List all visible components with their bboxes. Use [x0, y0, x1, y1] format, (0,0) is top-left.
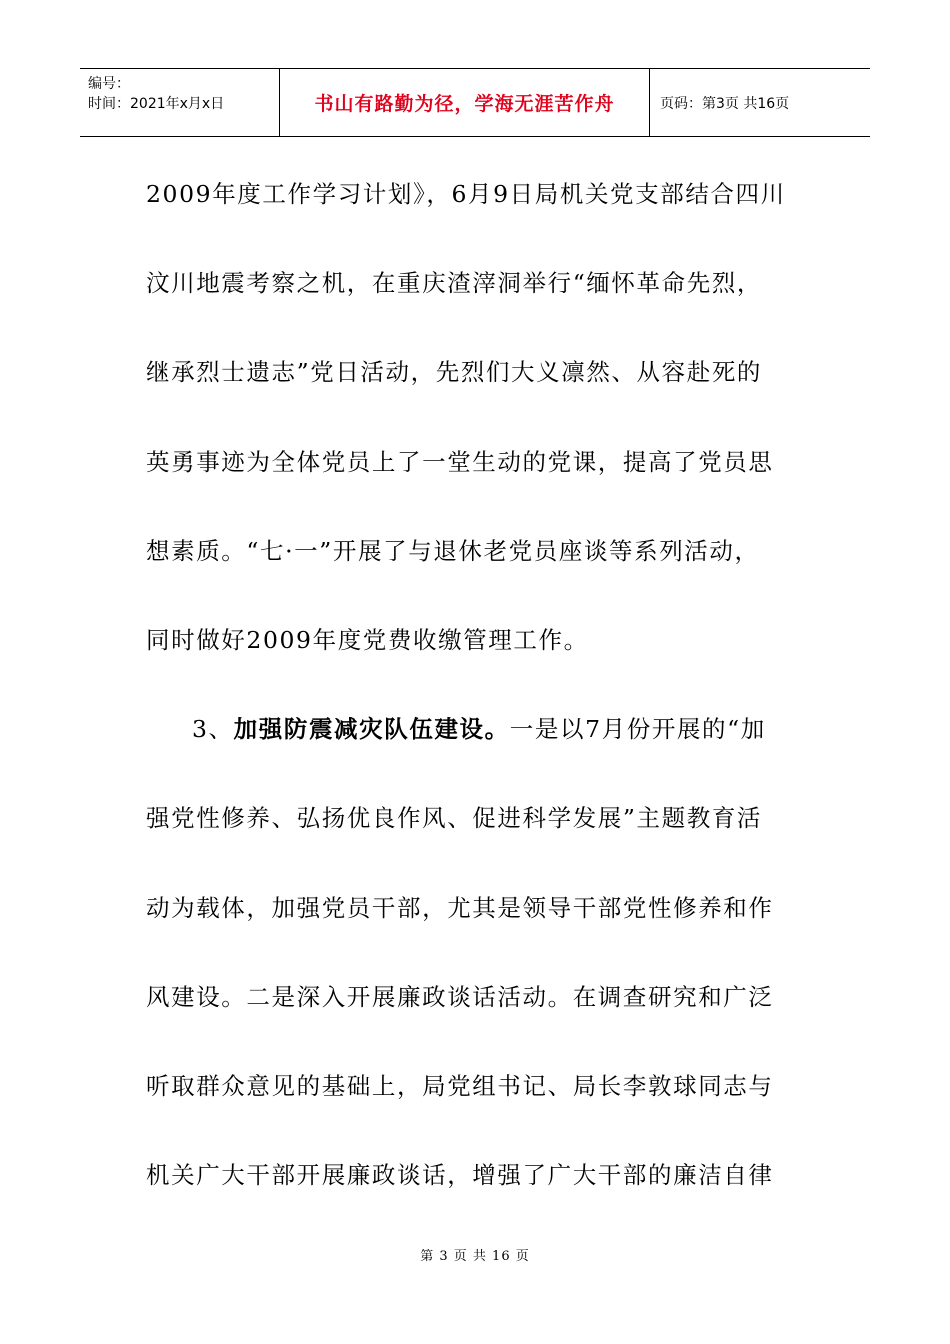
body-line: 2009年度工作学习计划》，6月9日局机关党支部结合四川 — [146, 180, 786, 208]
body-line: 风建设。二是深入开展廉政谈话活动。在调查研究和广泛 — [146, 982, 774, 1011]
body-line: 机关广大干部开展廉政谈话，增强了广大干部的廉洁自律 — [146, 1161, 774, 1190]
section-3-heading-line — [146, 685, 816, 774]
body-line: 强党性修养、弘扬优良作风、促进科学发展”主题教育活 — [146, 804, 763, 833]
header-meta — [80, 69, 280, 136]
document-number-label: 编号： — [88, 76, 130, 92]
document-date: 时间：2021年x月x日 — [88, 96, 225, 112]
page-header — [80, 68, 870, 137]
body-line: 汶川地震考察之机，在重庆渣滓洞举行“缅怀革命先烈， — [146, 269, 763, 298]
body-line: 同时做好2009年度党费收缴管理工作。 — [146, 625, 589, 654]
body-line: 听取群众意见的基础上，局党组书记、局长李敦球同志与 — [146, 1071, 774, 1100]
body-line: 继承烈士遗志”党日活动，先烈们大义凛然、从容赴死的 — [146, 358, 763, 387]
section-number: 3、 — [192, 715, 234, 744]
body-line: 动为载体，加强党员干部，尤其是领导干部党性修养和作 — [146, 893, 774, 922]
document-body — [146, 150, 816, 1220]
section-first-line-text: 一是以7月份开展的“加 — [509, 715, 766, 744]
header-motto: 书山有路勤为径，学海无涯苦作舟 — [280, 69, 650, 136]
body-line: 想素质。“七·一”开展了与退休老党员座谈等系列活动， — [146, 536, 760, 565]
header-page-info: 页码：第3页 共16页 — [660, 95, 790, 112]
body-line: 英勇事迹为全体党员上了一堂生动的党课，提高了党员思 — [146, 447, 774, 476]
section-title: 加强防震减灾队伍建设。 — [233, 715, 510, 744]
page-footer: 第 3 页 共 16 页 — [420, 1249, 530, 1264]
